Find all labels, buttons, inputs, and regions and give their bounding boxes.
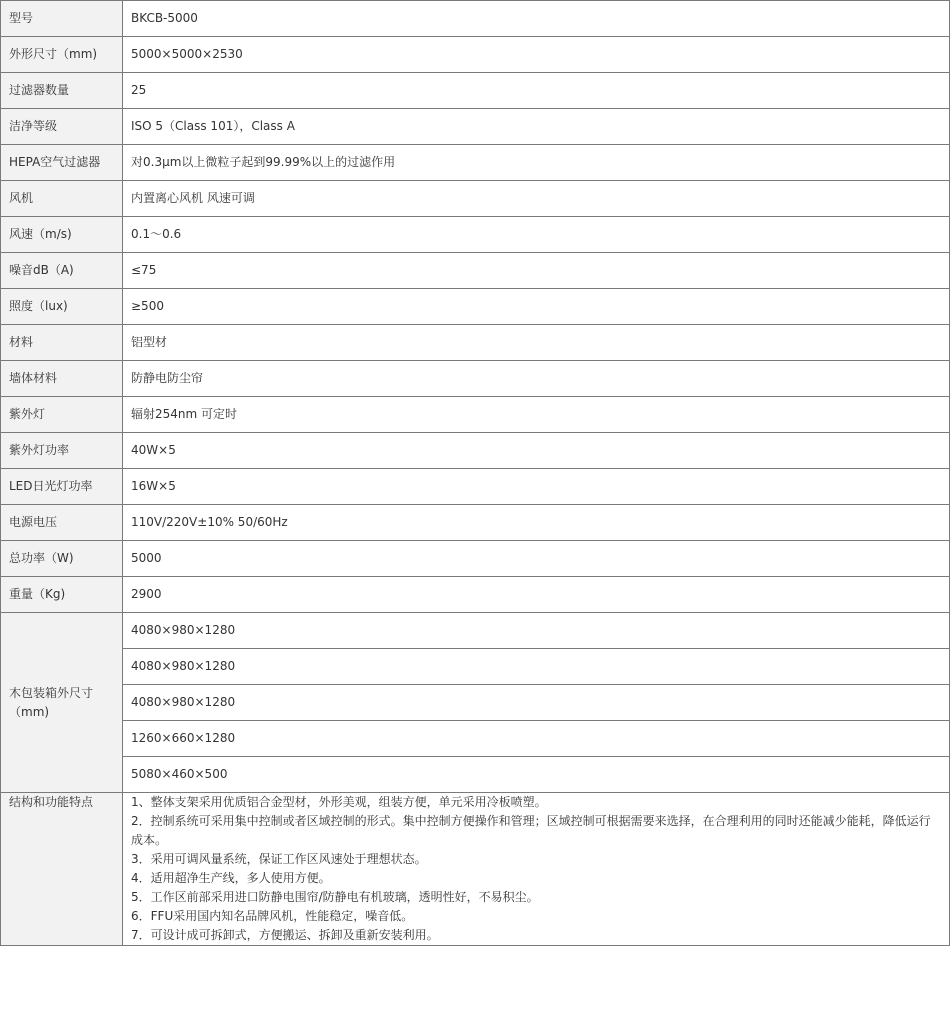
spec-label: 紫外灯功率 xyxy=(1,433,123,469)
spec-label: 过滤器数量 xyxy=(1,73,123,109)
features-text xyxy=(123,793,950,946)
spec-row-wall-material xyxy=(1,361,950,397)
packing-row xyxy=(1,613,950,649)
packing-row xyxy=(1,649,950,685)
spec-row-material xyxy=(1,325,950,361)
spec-label: 照度（lux) xyxy=(1,289,123,325)
packing-row xyxy=(1,757,950,793)
spec-value: ≥500 xyxy=(123,289,950,325)
spec-label: 型号 xyxy=(1,1,123,37)
spec-row-dimensions xyxy=(1,37,950,73)
packing-value: 1260×660×1280 xyxy=(123,721,950,757)
spec-row-model xyxy=(1,1,950,37)
spec-label: 噪音dB（A) xyxy=(1,253,123,289)
spec-value: 0.1～0.6 xyxy=(123,217,950,253)
feature-item: 4．适用超净生产线，多人使用方便。 xyxy=(131,871,331,885)
feature-item: 2．控制系统可采用集中控制或者区域控制的形式。集中控制方便操作和管理；区域控制可根据需要来选择，在合理利用的同时还能减少能耗，降低运行成本。 xyxy=(131,814,931,847)
spec-value: 对0.3μm以上微粒子起到99.99%以上的过滤作用 xyxy=(123,145,950,181)
spec-value: 110V/220V±10% 50/60Hz xyxy=(123,505,950,541)
packing-value: 4080×980×1280 xyxy=(123,685,950,721)
spec-label: 材料 xyxy=(1,325,123,361)
spec-row-led-power xyxy=(1,469,950,505)
feature-item: 6．FFU采用国内知名品牌风机，性能稳定，噪音低。 xyxy=(131,909,414,923)
spec-row-illuminance xyxy=(1,289,950,325)
spec-value: 2900 xyxy=(123,577,950,613)
spec-label: 洁净等级 xyxy=(1,109,123,145)
packing-value: 4080×980×1280 xyxy=(123,649,950,685)
spec-value: ISO 5（Class 101），Class A xyxy=(123,109,950,145)
spec-label: 紫外灯 xyxy=(1,397,123,433)
spec-label: 墙体材料 xyxy=(1,361,123,397)
spec-label: 外形尺寸（mm) xyxy=(1,37,123,73)
spec-value: 防静电防尘帘 xyxy=(123,361,950,397)
packing-value: 4080×980×1280 xyxy=(123,613,950,649)
spec-value: 辐射254nm 可定时 xyxy=(123,397,950,433)
spec-row-air-speed xyxy=(1,217,950,253)
spec-value: 5000×5000×2530 xyxy=(123,37,950,73)
packing-label: 木包装箱外尺寸（mm) xyxy=(1,613,123,793)
feature-item: 7．可设计成可拆卸式，方便搬运、拆卸及重新安装利用。 xyxy=(131,928,439,942)
spec-label: 电源电压 xyxy=(1,505,123,541)
spec-row-cleanliness xyxy=(1,109,950,145)
spec-row-noise xyxy=(1,253,950,289)
spec-label: 总功率（W) xyxy=(1,541,123,577)
spec-value: 40W×5 xyxy=(123,433,950,469)
feature-item: 3．采用可调风量系统，保证工作区风速处于理想状态。 xyxy=(131,852,427,866)
spec-row-weight xyxy=(1,577,950,613)
spec-value: 5000 xyxy=(123,541,950,577)
spec-label: 风速（m/s) xyxy=(1,217,123,253)
spec-row-hepa xyxy=(1,145,950,181)
spec-row-uv-power xyxy=(1,433,950,469)
feature-item: 5．工作区前部采用进口防静电围帘/防静电有机玻璃，透明性好，不易积尘。 xyxy=(131,890,539,904)
features-row xyxy=(1,793,950,946)
spec-value: 16W×5 xyxy=(123,469,950,505)
spec-label: 风机 xyxy=(1,181,123,217)
feature-item: 1、整体支架采用优质铝合金型材，外形美观，组装方便，单元采用冷板喷塑。 xyxy=(131,795,547,809)
spec-label: HEPA空气过滤器 xyxy=(1,145,123,181)
spec-value: 25 xyxy=(123,73,950,109)
spec-value: 铝型材 xyxy=(123,325,950,361)
spec-label: 重量（Kg) xyxy=(1,577,123,613)
spec-row-filter-count xyxy=(1,73,950,109)
spec-value: 内置离心风机 风速可调 xyxy=(123,181,950,217)
packing-row xyxy=(1,685,950,721)
spec-row-voltage xyxy=(1,505,950,541)
spec-row-uv-lamp xyxy=(1,397,950,433)
spec-label: LED日光灯功率 xyxy=(1,469,123,505)
spec-value: BKCB-5000 xyxy=(123,1,950,37)
spec-value: ≤75 xyxy=(123,253,950,289)
features-label: 结构和功能特点 xyxy=(1,793,123,946)
spec-row-total-power xyxy=(1,541,950,577)
packing-value: 5080×460×500 xyxy=(123,757,950,793)
spec-row-fan xyxy=(1,181,950,217)
packing-row xyxy=(1,721,950,757)
